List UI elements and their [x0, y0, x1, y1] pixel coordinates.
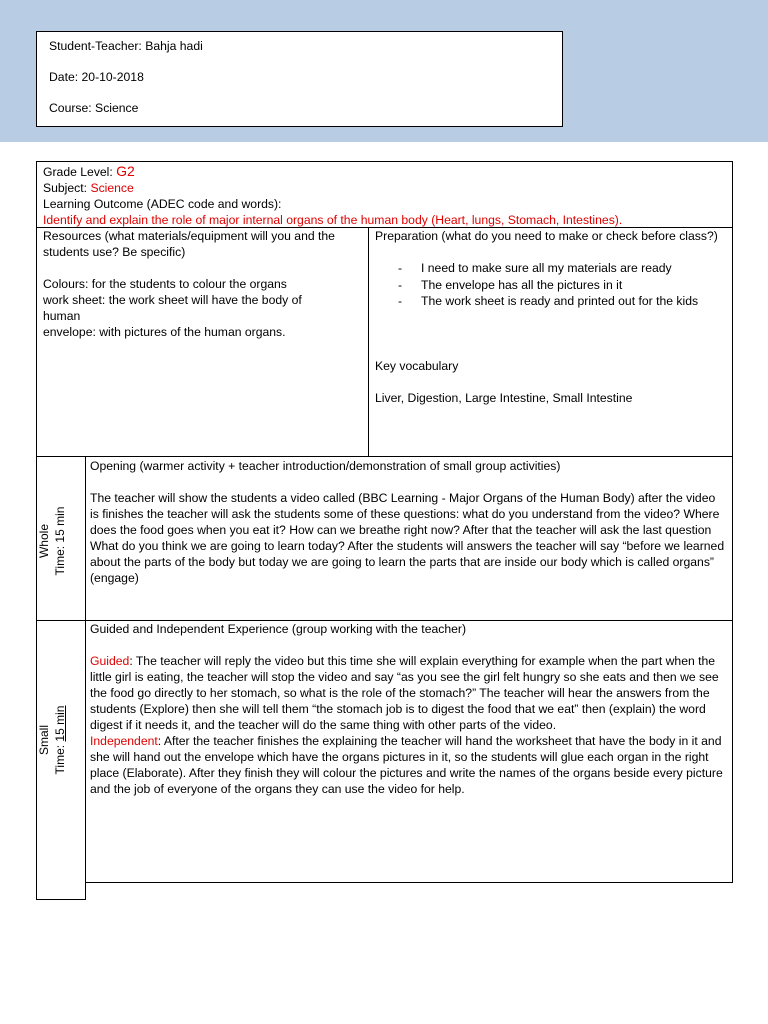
- outcome-label: Learning Outcome (ADEC code and words):: [43, 197, 282, 211]
- resources-line: Colours: for the students to colour the organs: [43, 277, 287, 291]
- list-item: - I need to make sure all my materials are ready: [375, 260, 726, 277]
- independent-label: Independent: [90, 734, 158, 748]
- guided-paragraph: Guided: The teacher will reply the video but this time she will explain everything for example when the part when the little girl is eating, the teacher will stop the video and say “as you see the girl felt hungry so she eats and then we see the food go directly to her stomach, so what is the role of the stomach?” The teacher will hear the answers from the students (Explore) then she will tell them “the stomach job is to digest the food that we eat” then (explain) the word digest if it needs it, and the teacher will do the same thing with other parts of the video.: [90, 654, 719, 732]
- date: Date: 20-10-2018: [49, 70, 144, 84]
- outcome-text: Identify and explain the role of major internal organs of the human body (Heart, lungs, Stomach, Intestines).: [43, 213, 623, 227]
- opening-cell: [85, 456, 733, 621]
- preparation-list: [375, 260, 726, 310]
- resources-line: work sheet: the work sheet will have the body of human: [43, 293, 302, 323]
- resources-cell: [36, 227, 369, 457]
- student-teacher: Student-Teacher: Bahja hadi: [49, 39, 203, 53]
- resources-heading: Resources (what materials/equipment will you and the students use? Be specific): [43, 229, 335, 259]
- opening-side: [36, 456, 86, 621]
- opening-heading: Opening (warmer activity + teacher introduction/demonstration of small group activities): [90, 459, 561, 473]
- preparation-cell: [368, 227, 733, 457]
- resources-line: envelope: with pictures of the human organs.: [43, 325, 286, 339]
- opening-side-label: Whole Time: 15 min: [37, 506, 67, 576]
- key-vocab: Liver, Digestion, Large Intestine, Small Intestine: [375, 390, 633, 405]
- guided-cell: [85, 620, 733, 883]
- guided-side-label: Small Time: 15 min: [37, 705, 67, 775]
- opening-body: The teacher will show the students a video called (BBC Learning - Major Organs of the Human Body) after the video is finishes the teacher will ask the students some of these questions: what do you understand from the video? Where does the food goes when you eat it? How can we breathe right now? After that the teacher will ask the last question What do you think we are going to learn today? After the students will answers the teacher will say “before we learned about the parts of the body but today we are going to learn the parts that are inside our body which is called organs” (engage): [90, 491, 725, 585]
- preparation-heading: Preparation (what do you need to make or check before class?): [375, 229, 718, 243]
- list-item: - The work sheet is ready and printed out for the kids: [375, 293, 726, 310]
- list-item: - The envelope has all the pictures in it: [375, 277, 726, 294]
- info-box: [36, 31, 563, 127]
- independent-paragraph: Independent: After the teacher finishes the explaining the teacher will hand the worksheet that have the body in it and she will hand out the envelope which have the organs pictures in it, so the students will glue each organ in the right place (Elaborate). After they finish they will colour the pictures and write the names of the organs beside every picture and the job of everyone of the organs they can use the video for help.: [90, 734, 723, 796]
- guided-side: [36, 620, 86, 900]
- outcome-section: [36, 161, 733, 228]
- subject: Subject: Science: [43, 181, 134, 195]
- key-vocab-heading: Key vocabulary: [375, 358, 459, 373]
- course: Course: Science: [49, 101, 139, 115]
- grade-level: Grade Level: G2: [43, 163, 135, 179]
- guided-heading: Guided and Independent Experience (group working with the teacher): [90, 622, 467, 636]
- guided-label: Guided: [90, 654, 130, 668]
